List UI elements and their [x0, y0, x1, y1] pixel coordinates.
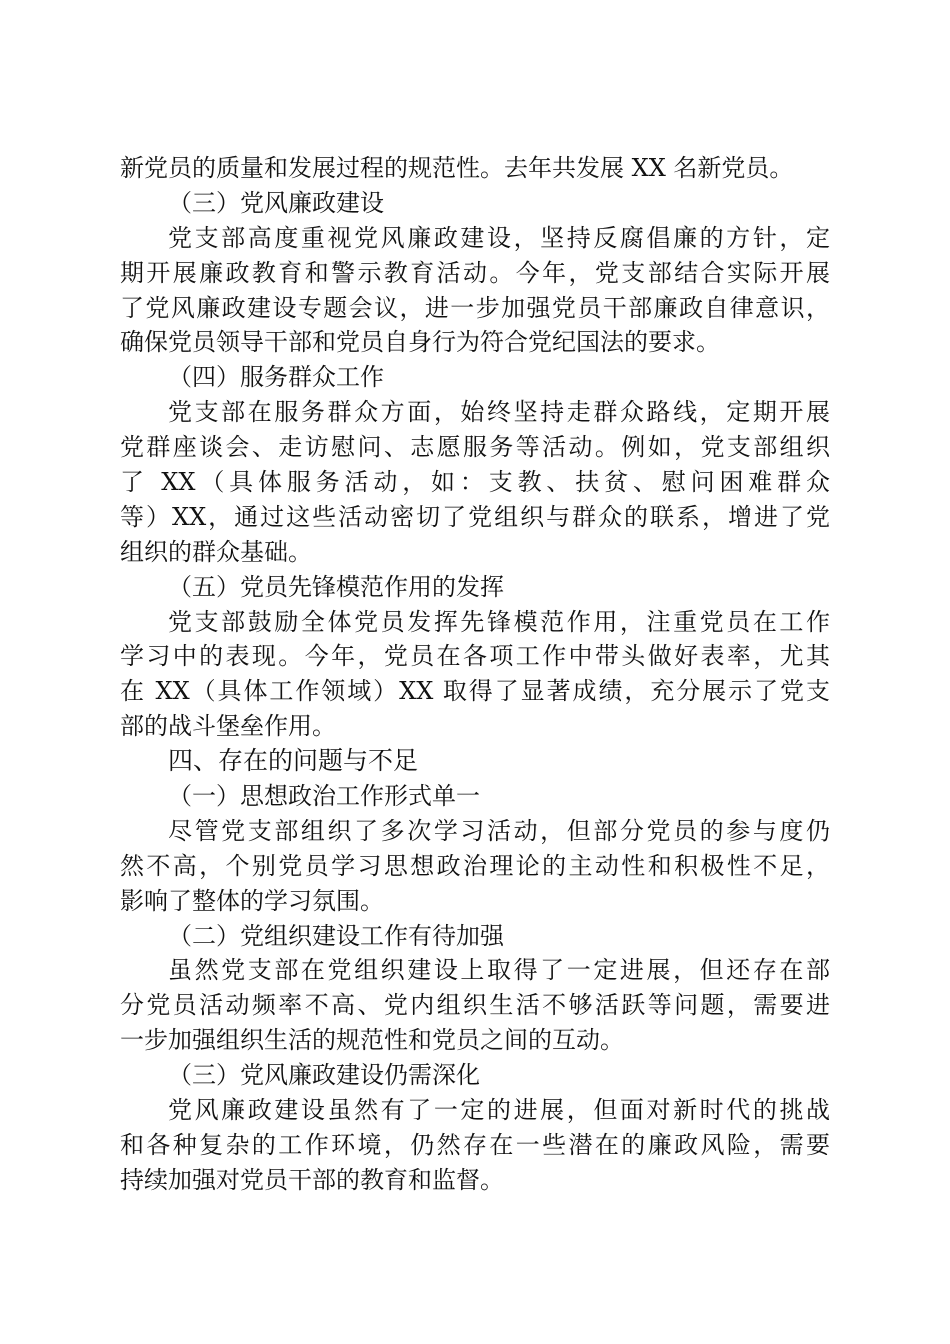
subsection-heading-party-integrity: （三）党风廉政建设 — [168, 188, 384, 217]
subsection-heading-integrity-deepening: （三）党风廉政建设仍需深化 — [168, 1061, 480, 1090]
paragraph-line: 党支部在服务群众方面，始终坚持走群众路线，定期开展 — [168, 398, 830, 427]
paragraph-line: 组织的群众基础。 — [120, 537, 312, 566]
section-heading-problems: 四、存在的问题与不足 — [168, 746, 419, 776]
paragraph-line: 党风廉政建设虽然有了一定的进展，但面对新时代的挑战 — [168, 1096, 830, 1125]
subsection-heading-ideological-work: （一）思想政治工作形式单一 — [168, 782, 480, 811]
paragraph-line: 然不高，个别党员学习思想政治理论的主动性和积极性不足， — [120, 851, 830, 880]
paragraph-line: 等）XX，通过这些活动密切了党组织与群众的联系，增进了党 — [120, 502, 830, 531]
paragraph-line: 确保党员领导干部和党员自身行为符合党纪国法的要求。 — [120, 328, 720, 357]
paragraph-line: 和各种复杂的工作环境，仍然存在一些潜在的廉政风险，需要 — [120, 1130, 830, 1159]
subsection-heading-serving-masses: （四）服务群众工作 — [168, 363, 384, 392]
paragraph-line: 影响了整体的学习氛围。 — [120, 886, 384, 915]
paragraph-line: 了 XX（具体服务活动，如：支教、扶贫、慰问困难群众 — [120, 468, 830, 497]
paragraph-line: 党支部鼓励全体党员发挥先锋模范作用，注重党员在工作 — [168, 607, 830, 636]
paragraph-line: 一步加强组织生活的规范性和党员之间的互动。 — [120, 1026, 624, 1055]
paragraph-line: 尽管党支部组织了多次学习活动，但部分党员的参与度仍 — [168, 816, 830, 845]
paragraph-line: 分党员活动频率不高、党内组织生活不够活跃等问题，需要进 — [120, 991, 830, 1020]
paragraph-line: 了党风廉政建设专题会议，进一步加强党员干部廉政自律意识， — [120, 293, 830, 322]
paragraph-line: 党支部高度重视党风廉政建设，坚持反腐倡廉的方针，定 — [168, 223, 830, 252]
paragraph-line: 新党员的质量和发展过程的规范性。去年共发展 XX 名新党员。 — [120, 154, 794, 182]
paragraph-line: 部的战斗堡垒作用。 — [120, 712, 336, 741]
paragraph-line: 学习中的表现。今年，党员在各项工作中带头做好表率，尤其 — [120, 642, 830, 671]
paragraph-line: 党群座谈会、走访慰问、志愿服务等活动。例如，党支部组织 — [120, 433, 830, 462]
paragraph-line: 在 XX（具体工作领域）XX 取得了显著成绩，充分展示了党支 — [120, 677, 830, 706]
subsection-heading-vanguard-role: （五）党员先锋模范作用的发挥 — [168, 572, 504, 601]
paragraph-line: 期开展廉政教育和警示教育活动。今年，党支部结合实际开展 — [120, 258, 830, 287]
paragraph-line: 虽然党支部在党组织建设上取得了一定进展，但还存在部 — [168, 956, 830, 985]
document-body — [120, 151, 830, 1198]
subsection-heading-organization-building: （二）党组织建设工作有待加强 — [168, 921, 504, 950]
paragraph-line: 持续加强对党员干部的教育和监督。 — [120, 1165, 504, 1194]
